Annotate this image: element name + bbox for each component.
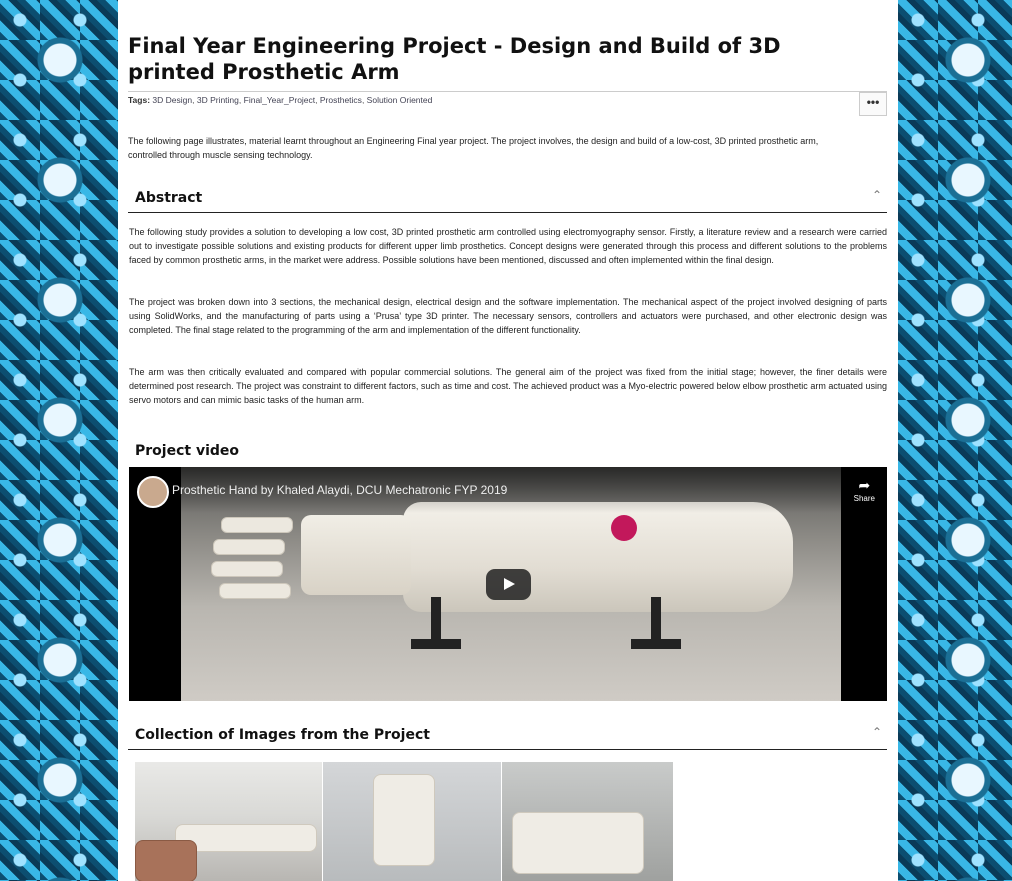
- share-arrow-icon: ➦: [858, 477, 871, 493]
- tag-link[interactable]: Prosthetics: [319, 95, 362, 105]
- more-options-button[interactable]: •••: [859, 92, 887, 116]
- thumb-grip-shape: [512, 812, 644, 874]
- abstract-paragraph-1: The following study provides a solution to developing a low cost, 3D printed prosthetic arm controlled using electromyography sensor. Firstly, a literature review and a research were carried out to investigate possible solutions and existing products for different upper limb prosthetics. Concept designs were generated through this process and different solutions to the problems faced by common prosthetic arms, in the market were address. Possible solutions have been mentioned, discussed and often implemented within the final design.: [129, 227, 887, 265]
- video-finger: [221, 517, 293, 533]
- gallery-section-header[interactable]: [128, 723, 887, 750]
- video-heading: Project video: [135, 443, 240, 459]
- gallery-heading: Collection of Images from the Project: [135, 727, 430, 743]
- tag-link[interactable]: 3D Printing: [196, 95, 239, 105]
- page-content: [118, 0, 898, 881]
- video-finger: [219, 583, 291, 599]
- video-title[interactable]: Prosthetic Hand by Khaled Alaydi, DCU Mechatronic FYP 2019: [172, 483, 508, 497]
- gallery-image-hand-upright[interactable]: [323, 762, 501, 881]
- decorative-gear-pattern-right: [898, 0, 1012, 881]
- video-section-header: [128, 439, 887, 465]
- video-red-button-shape: [611, 515, 637, 541]
- tags-list: Tags: 3D Design, 3D Printing, Final_Year_Project, Prosthetics, Solution Oriented: [128, 95, 433, 105]
- decorative-gear-pattern-left: [0, 0, 118, 881]
- tag-link[interactable]: Solution Oriented: [366, 95, 433, 105]
- intro-text: The following page illustrates, material learnt throughout an Engineering Final year project. The project involves, the design and build of a low-cost, 3D printed prosthetic arm, controlled through muscle sensing technology.: [128, 136, 819, 160]
- share-button[interactable]: [854, 477, 875, 503]
- tag-link[interactable]: 3D Design: [152, 95, 193, 105]
- tag-link[interactable]: Final_Year_Project: [243, 95, 316, 105]
- gallery-image-arm-on-table[interactable]: [135, 762, 322, 881]
- thumb-hand-shape: [373, 774, 435, 866]
- play-icon: [504, 578, 515, 590]
- share-label: Share: [853, 494, 875, 503]
- video-stand-base: [411, 639, 461, 649]
- video-hand-shape: [301, 515, 411, 595]
- abstract-paragraph-2: The project was broken down into 3 sections, the mechanical design, electrical design and the software implementation. The mechanical aspect of the project involved designing of parts using SolidWorks, and the manufacturing of parts using a ‘Prusa’ type 3D printer. The necessary sensors, controllers and actuators were purchased, and other electronic design was completed. The final stage related to the programming of the arm and implementation of the different functionality.: [129, 297, 887, 335]
- video-forearm-shape: [403, 502, 793, 612]
- image-gallery: [135, 762, 675, 881]
- abstract-paragraph-3: The arm was then critically evaluated and compared with popular commercial solutions. The general aim of the project was fixed from the initial stage; however, the finer details were determined post research. The project was constraint to different factors, such as time and cost. The achieved product was a Myo-electric powered below elbow prosthetic arm actuated using servo motors and can mimic basic tasks of the human arm.: [129, 367, 887, 405]
- abstract-section-header[interactable]: [128, 186, 887, 213]
- video-title-bar: [129, 467, 887, 513]
- video-finger: [213, 539, 285, 555]
- tags-label: Tags:: [128, 95, 151, 105]
- chevron-up-icon[interactable]: ⌃: [871, 188, 882, 202]
- abstract-heading: Abstract: [135, 190, 203, 206]
- video-finger: [211, 561, 283, 577]
- channel-avatar[interactable]: [137, 476, 169, 508]
- page-title: Final Year Engineering Project - Design and Build of 3D printed Prosthetic Arm: [128, 34, 781, 84]
- tags-bar: [128, 91, 887, 116]
- thumb-human-arm-shape: [135, 840, 197, 881]
- video-stand-base: [631, 639, 681, 649]
- chevron-up-icon[interactable]: ⌃: [871, 725, 882, 739]
- embedded-video-player[interactable]: [129, 467, 887, 701]
- gallery-image-hand-grip[interactable]: [502, 762, 673, 881]
- play-button[interactable]: [486, 569, 531, 600]
